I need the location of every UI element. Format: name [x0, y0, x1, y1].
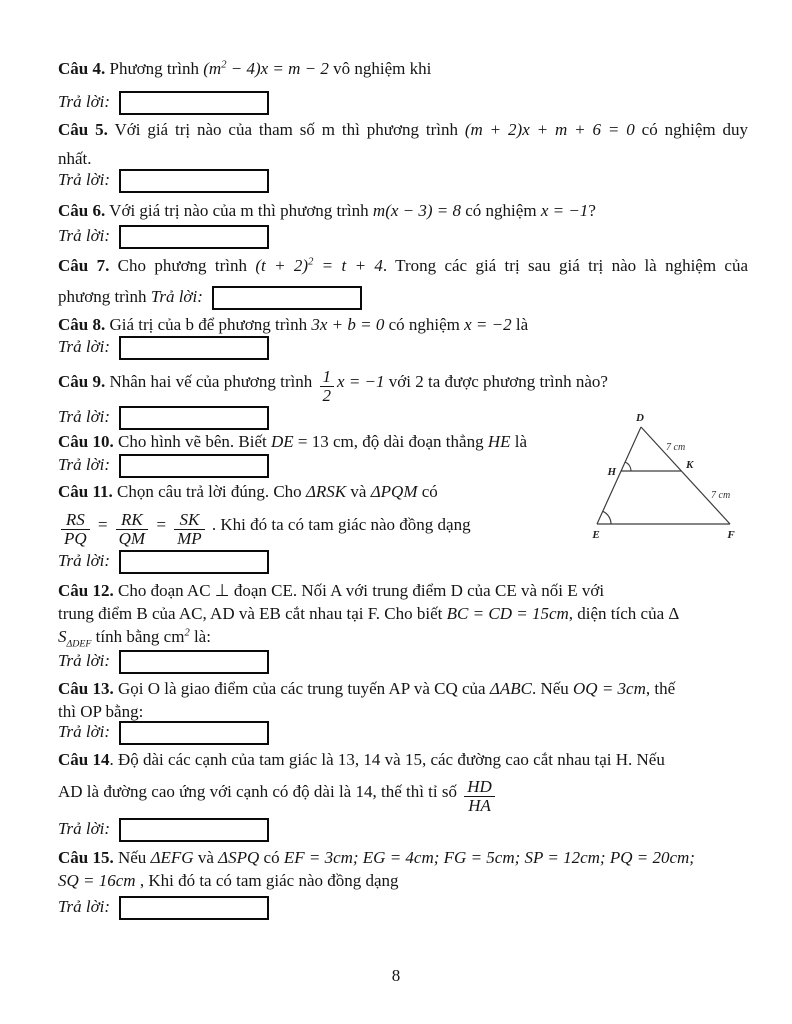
text-segment: Trả lời:: [58, 170, 111, 189]
text-segment: là:: [189, 627, 211, 646]
answer-box[interactable]: [119, 454, 269, 478]
text-segment: x = −1: [337, 371, 385, 391]
vertex-label-F: F: [727, 529, 735, 541]
question-7-line-2: [58, 284, 748, 310]
text-segment: có nghiệm: [384, 315, 465, 334]
text-segment: , diện tích của Δ: [568, 604, 680, 623]
text-segment: Nếu: [113, 848, 151, 867]
text-segment: =: [92, 514, 113, 534]
question-11-answer-row: [58, 548, 748, 574]
text-segment: Cho phương trình: [109, 256, 256, 275]
text-segment: SQ = 16cm: [58, 871, 136, 890]
question-6-answer-row: [58, 223, 748, 249]
text-segment: , thế: [645, 679, 676, 698]
text-segment: Câu 12.: [58, 581, 114, 600]
answer-box[interactable]: [119, 225, 269, 249]
measure-label-KF: 7 cm: [711, 490, 731, 501]
text-segment: có nghiệm duy: [634, 120, 748, 139]
answer-box[interactable]: [119, 336, 269, 360]
text-segment: Câu 9.: [58, 371, 106, 391]
text-segment: Trả lời:: [58, 551, 111, 570]
answer-box[interactable]: [119, 650, 269, 674]
vertex-label-E: E: [592, 529, 600, 541]
text-segment: trung điểm B của AC, AD và EB cắt nhau tại F. Cho biết: [58, 604, 447, 623]
text-segment: Câu 15.: [58, 848, 114, 867]
text-segment: là: [510, 432, 528, 451]
angle-arc-H: [626, 462, 632, 471]
measure-label-DK: 7 cm: [666, 442, 686, 453]
question-13-answer-row: [58, 719, 748, 745]
text-segment: Trả lời:: [150, 287, 203, 306]
text-segment: = t + 4: [313, 256, 383, 275]
text-segment: và: [346, 482, 371, 501]
answer-box[interactable]: [119, 91, 269, 115]
text-segment: ?: [588, 201, 596, 220]
text-segment: x = −1: [540, 201, 589, 220]
answer-box[interactable]: [119, 550, 269, 574]
answer-box[interactable]: [119, 896, 269, 920]
text-segment: HE: [487, 432, 511, 451]
question-9-line-1: [58, 368, 748, 406]
question-15-line-2: [58, 868, 748, 894]
fraction: $\frac{SK}{MP}$: [174, 511, 205, 549]
text-segment: − 4)x = m − 2: [226, 59, 329, 78]
text-segment: ΔABC: [489, 679, 532, 698]
text-segment: DE: [270, 432, 294, 451]
text-segment: có: [259, 848, 284, 867]
text-segment: Câu 11.: [58, 482, 113, 501]
text-segment: 3x + b = 0: [311, 315, 385, 334]
text-segment: Trả lời:: [58, 455, 111, 474]
question-14-answer-row: [58, 816, 748, 842]
text-segment: 2: [308, 256, 314, 268]
question-5-line-1: [58, 117, 748, 143]
text-segment: EF = 3cm; EG = 4cm; FG = 5cm; SP = 12cm; PQ = 20cm;: [283, 848, 695, 867]
text-segment: . Độ dài các cạnh của tam giác là 13, 14 và 15, các đường cao cắt nhau tại H. Nếu: [109, 750, 665, 769]
question-5-answer-row: [58, 167, 748, 193]
text-segment: 2: [184, 627, 190, 639]
text-segment: ΔRSK: [305, 482, 347, 501]
text-segment: (m: [203, 59, 222, 78]
text-segment: Trả lời:: [58, 722, 111, 741]
answer-box[interactable]: [119, 721, 269, 745]
text-segment: Trả lời:: [58, 92, 111, 111]
text-segment: có: [417, 482, 438, 501]
text-segment: tính bằng cm: [91, 627, 185, 646]
vertex-label-D: D: [636, 412, 644, 424]
text-segment: Câu 5.: [58, 120, 108, 139]
fraction: $\frac{RK}{QM}$: [116, 511, 148, 549]
text-segment: S: [58, 627, 67, 646]
question-12-line-3: [58, 624, 748, 650]
text-segment: (m + 2)x + m + 6 = 0: [464, 120, 635, 139]
text-segment: m(x − 3) = 8: [372, 201, 462, 220]
question-6-line-1: [58, 198, 748, 224]
text-segment: Gọi O là giao điểm của các trung tuyến AP và CQ của: [113, 679, 490, 698]
text-segment: và: [193, 848, 219, 867]
answer-box[interactable]: [119, 169, 269, 193]
fraction: $\frac{HD}{HA}$: [464, 778, 495, 816]
text-segment: với 2 ta được phương trình nào?: [384, 371, 608, 391]
text-segment: Với giá trị nào của m thì phương trình: [105, 201, 373, 220]
fraction: $\frac{1}{2}$: [320, 368, 335, 406]
text-segment: Câu 4.: [58, 59, 106, 78]
text-segment: Trả lời:: [58, 897, 111, 916]
text-segment: Phương trình: [105, 59, 204, 78]
text-segment: Câu 7.: [58, 256, 110, 275]
text-segment: ΔPQM: [370, 482, 418, 501]
text-segment: Trả lời:: [58, 337, 111, 356]
text-segment: Câu 10.: [58, 432, 114, 451]
question-7-line-1: [58, 253, 748, 279]
text-segment: Câu 14: [58, 750, 110, 769]
text-segment: Nhân hai vế của phương trình: [105, 371, 317, 391]
question-14-line-2: [58, 778, 748, 816]
vertex-label-H: H: [607, 466, 616, 478]
text-segment: 2: [221, 59, 227, 71]
question-8-answer-row: [58, 334, 748, 360]
triangle-side-DF: [641, 427, 730, 524]
text-segment: Câu 13.: [58, 679, 114, 698]
answer-box[interactable]: [119, 406, 269, 430]
text-segment: Với giá trị nào của tham số m thì phương trình: [107, 120, 465, 139]
text-segment: Cho hình vẽ bên. Biết: [113, 432, 271, 451]
answer-box[interactable]: [119, 818, 269, 842]
text-segment: AD là đường cao ứng với cạnh có độ dài là 14, thế thì tỉ số: [58, 781, 462, 801]
text-segment: = 13 cm, độ dài đoạn thẳng: [293, 432, 488, 451]
text-segment: Giá trị của b để phương trình: [105, 315, 312, 334]
text-segment: Cho đoạn AC ⊥ đoạn CE. Nối A với trung điểm D của CE và nối E với: [113, 581, 605, 600]
text-segment: . Nếu: [531, 679, 574, 698]
text-segment: x = −2: [464, 315, 512, 334]
text-segment: ΔDEF: [66, 638, 92, 650]
vertex-label-K: K: [686, 459, 694, 471]
question-15-answer-row: [58, 894, 748, 920]
text-segment: phương trình: [58, 287, 151, 306]
triangle-side-ED: [597, 427, 641, 524]
text-segment: , Khi đó ta có tam giác nào đồng dạng: [135, 871, 399, 890]
text-segment: Trả lời:: [58, 819, 111, 838]
text-segment: nhất.: [58, 149, 92, 168]
text-segment: (t + 2): [255, 256, 309, 275]
text-segment: là: [511, 315, 529, 334]
text-segment: vô nghiệm khi: [328, 59, 432, 78]
text-segment: thì OP bằng:: [58, 702, 144, 721]
text-segment: Trả lời:: [58, 226, 111, 245]
question-14-line-1: [58, 747, 748, 773]
text-segment: . Khi đó ta có tam giác nào đồng dạng: [207, 514, 471, 534]
fraction: $\frac{RS}{PQ}$: [61, 511, 90, 549]
angle-arc-E: [603, 511, 611, 524]
page-number: 8: [391, 966, 401, 985]
text-segment: =: [151, 514, 172, 534]
text-segment: Câu 6.: [58, 201, 106, 220]
text-segment: Trả lời:: [58, 651, 111, 670]
question-12-answer-row: [58, 648, 748, 674]
triangle-figure: [586, 410, 750, 544]
text-segment: Trả lời:: [58, 407, 111, 426]
text-segment: BC = CD = 15cm: [446, 604, 569, 623]
text-segment: có nghiệm: [461, 201, 541, 220]
question-4-line-1: [58, 56, 748, 82]
text-segment: ΔSPQ: [218, 848, 260, 867]
text-segment: OQ = 3cm: [573, 679, 646, 698]
text-segment: ΔEFG: [150, 848, 194, 867]
answer-box[interactable]: [212, 286, 362, 310]
question-4-answer-row: [58, 89, 748, 115]
text-segment: Chọn câu trả lời đúng. Cho: [112, 482, 306, 501]
text-segment: Câu 8.: [58, 315, 106, 334]
text-segment: . Trong các giá trị sau giá trị nào là nghiệm của: [382, 256, 749, 275]
